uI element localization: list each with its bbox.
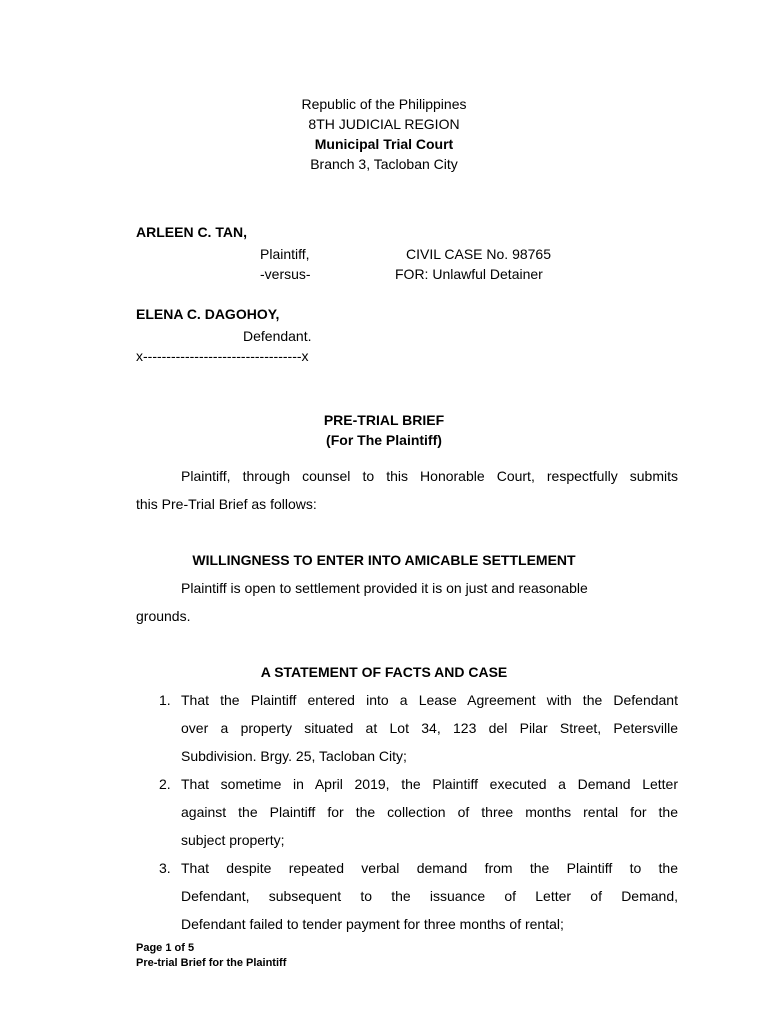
plaintiff-name: ARLEEN C. TAN,	[136, 224, 247, 240]
intro-line-2: this Pre-Trial Brief as follows:	[136, 496, 317, 512]
fact-line: That sometime in April 2019, the Plaintiff executed a Demand Letter	[181, 776, 678, 792]
footer-document-title: Pre-trial Brief for the Plaintiff	[136, 957, 287, 969]
settlement-heading: WILLINGNESS TO ENTER INTO AMICABLE SETTLEMENT	[192, 552, 576, 568]
fact-number: 2.	[159, 776, 171, 792]
intro-line-1: Plaintiff, through counsel to this Honorable Court, respectfully submits	[181, 468, 678, 484]
brief-title: PRE-TRIAL BRIEF	[323, 412, 445, 428]
brief-subtitle: (For The Plaintiff)	[326, 432, 442, 448]
case-nature: FOR: Unlawful Detainer	[395, 266, 543, 282]
defendant-role: Defendant.	[243, 328, 312, 344]
settlement-line-1: Plaintiff is open to settlement provided it is on just and reasonable	[181, 580, 588, 596]
fact-line: subject property;	[181, 832, 285, 848]
versus-label: -versus-	[260, 266, 311, 282]
case-number: CIVIL CASE No. 98765	[406, 246, 552, 262]
header-republic: Republic of the Philippines	[301, 96, 467, 112]
fact-line: Subdivision. Brgy. 25, Tacloban City;	[181, 748, 407, 764]
settlement-line-2: grounds.	[136, 608, 191, 624]
fact-line: That despite repeated verbal demand from the Plaintiff to the	[181, 860, 678, 876]
fact-number: 3.	[159, 860, 171, 876]
fact-number: 1.	[159, 692, 171, 708]
header-court: Municipal Trial Court	[314, 136, 454, 152]
defendant-name: ELENA C. DAGOHOY,	[136, 306, 280, 322]
fact-line: over a property situated at Lot 34, 123 del Pilar Street, Petersville	[181, 720, 678, 736]
header-region: 8TH JUDICIAL REGION	[308, 116, 460, 132]
caption-divider: x----------------------------------x	[136, 348, 309, 364]
header-branch: Branch 3, Tacloban City	[310, 156, 458, 172]
plaintiff-role: Plaintiff,	[260, 246, 310, 262]
fact-line: Defendant failed to tender payment for three months of rental;	[181, 916, 564, 932]
facts-heading: A STATEMENT OF FACTS AND CASE	[260, 664, 508, 680]
fact-line: Defendant, subsequent to the issuance of Letter of Demand,	[181, 888, 678, 904]
fact-line: That the Plaintiff entered into a Lease Agreement with the Defendant	[181, 692, 678, 708]
fact-line: against the Plaintiff for the collection of three months rental for the	[181, 804, 678, 820]
footer-page-number: Page 1 of 5	[136, 942, 195, 954]
